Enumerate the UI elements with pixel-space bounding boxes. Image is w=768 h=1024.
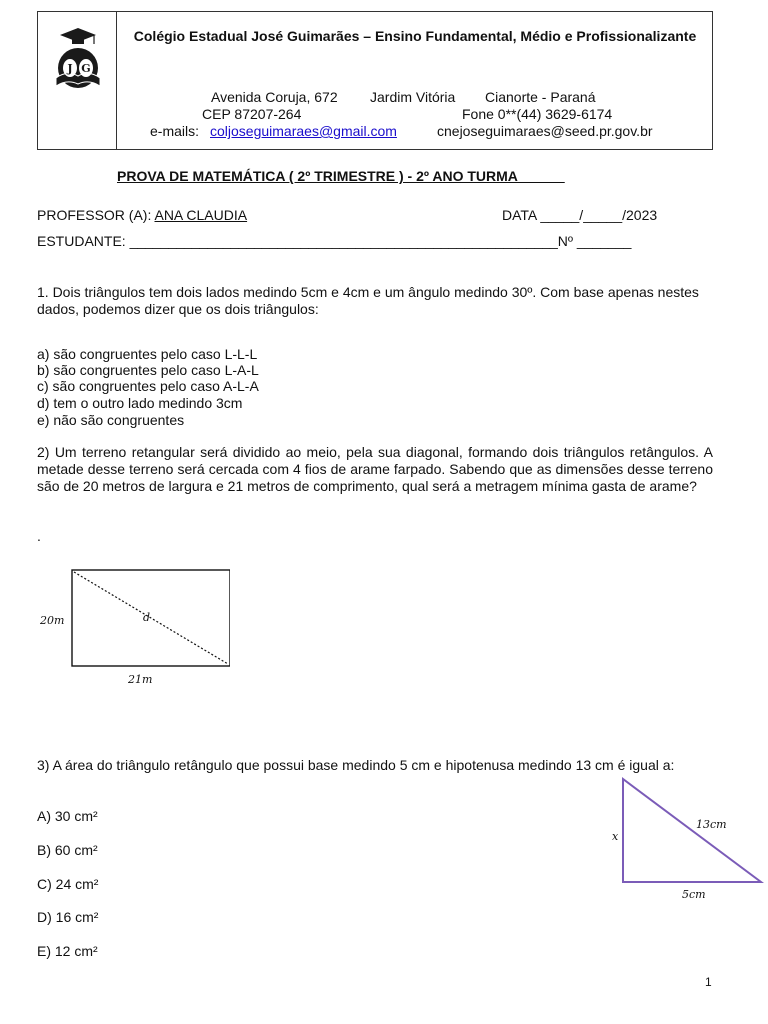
right-triangle-figure: [608, 776, 764, 902]
date-field: DATA _____/_____/2023: [502, 207, 658, 223]
question-2-text: 2) Um terreno retangular será dividido ao meio, pela sua diagonal, formando dois triângulos retângulos. A metade desse terreno será cercada com 4 fios de arame farpado. Sabendo que as dimensões desse terreno são de 20 metros de largura e 21 metros de comprimento, qual será a metragem mínima gasta de arame?: [37, 444, 713, 494]
side-x-label: x: [612, 830, 619, 843]
q1-option-e: e) não são congruentes: [37, 412, 185, 428]
q3-option-a: A) 30 cm²: [37, 808, 98, 824]
school-district: Jardim Vitória: [370, 89, 456, 105]
height-label: 20m: [40, 614, 65, 627]
page-number: 1: [705, 975, 712, 989]
q3-option-e: E) 12 cm²: [37, 943, 98, 959]
email-seed: cnejoseguimaraes@seed.pr.gov.br: [437, 123, 653, 139]
diagonal-label: d: [143, 611, 151, 624]
rectangle-diagonal-figure: [30, 565, 230, 685]
student-field: ESTUDANTE: _______________________________________________________Nº _______: [37, 233, 632, 249]
q1-option-a: a) são congruentes pelo caso L-L-L: [37, 346, 258, 362]
width-label: 21m: [128, 673, 153, 685]
q3-option-c: C) 24 cm²: [37, 876, 99, 892]
school-address: Avenida Coruja, 672: [211, 89, 338, 105]
q1-option-c: c) são congruentes pelo caso A-L-A: [37, 378, 259, 394]
question-3-text: 3) A área do triângulo retângulo que possui base medindo 5 cm e hipotenusa medindo 13 cm é igual a:: [37, 757, 675, 773]
logo-letter-j: J: [67, 62, 73, 75]
q3-option-b: B) 60 cm²: [37, 842, 98, 858]
diagonal-line: [74, 572, 228, 664]
logo-letter-g: G: [81, 62, 91, 75]
q3-option-d: D) 16 cm²: [37, 909, 99, 925]
q1-option-b: b) são congruentes pelo caso L-A-L: [37, 362, 259, 378]
professor-label: PROFESSOR (A):: [37, 207, 152, 223]
right-triangle: [623, 779, 761, 882]
school-name: Colégio Estadual José Guimarães – Ensino Fundamental, Médio e Profissionalizante: [133, 28, 697, 44]
school-header: [37, 11, 713, 150]
school-city: Cianorte - Paraná: [485, 89, 596, 105]
question-1-text: 1. Dois triângulos tem dois lados medindo 5cm e 4cm e um ângulo medindo 30º. Com base apenas nestes dados, podemos dizer que os dois triângulos:: [37, 284, 699, 317]
school-cep: CEP 87207-264: [202, 106, 302, 122]
emails-label: e-mails:: [150, 123, 200, 139]
hypotenuse-label: 13cm: [696, 818, 727, 831]
school-crest-book-icon: [48, 26, 108, 96]
school-logo: [38, 12, 117, 149]
professor-name: ANA CLAUDIA: [154, 207, 248, 223]
base-label: 5cm: [682, 888, 706, 901]
email-link-gmail[interactable]: coljoseguimaraes@gmail.com: [210, 123, 397, 139]
q1-option-d: d) tem o outro lado medindo 3cm: [37, 395, 243, 411]
q2-dot: .: [37, 528, 41, 544]
exam-title: PROVA DE MATEMÁTICA ( 2º TRIMESTRE ) - 2º ANO TURMA______: [117, 168, 565, 184]
professor-line: [37, 207, 247, 223]
school-phone: Fone 0**(44) 3629-6174: [462, 106, 613, 122]
